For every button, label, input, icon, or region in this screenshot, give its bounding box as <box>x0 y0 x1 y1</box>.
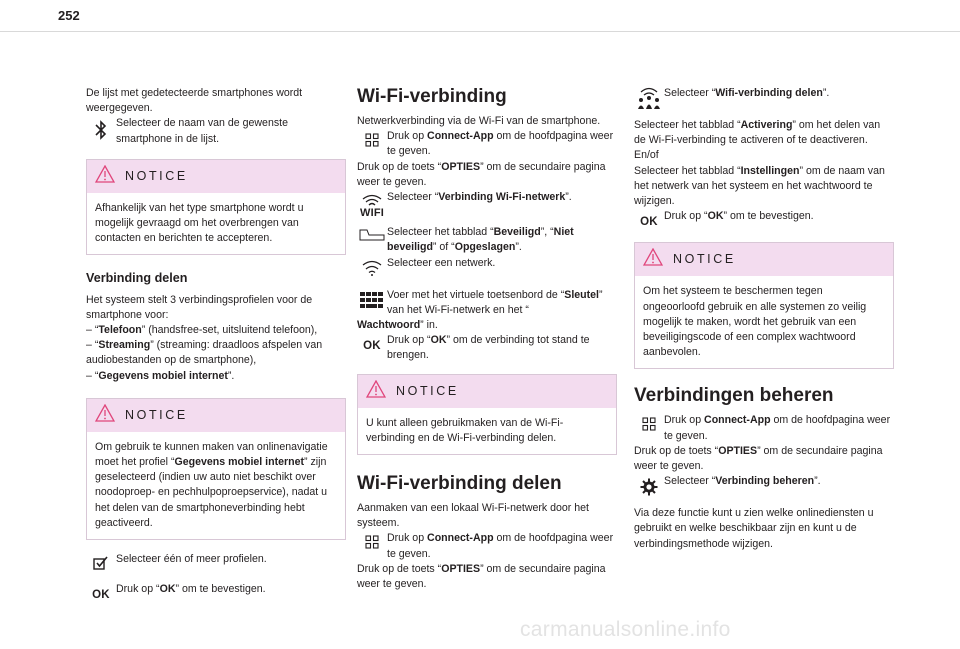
ok-icon: OK <box>640 216 658 229</box>
step-text: Selecteer “Wifi-verbinding delen”. <box>664 87 830 99</box>
column-2 <box>357 86 617 592</box>
step-text: Selecteer “Verbinding Wi-Fi-netwerk”. <box>387 191 572 204</box>
bluetooth-icon <box>86 116 116 140</box>
step-select-wifi-network <box>357 190 617 221</box>
options-text: Druk op de toets “OPTIES” om de secundaire pagina weer te geven. <box>634 444 883 473</box>
notice-box <box>86 398 346 540</box>
settings-text: Selecteer het tabblad “Instellingen” om de naam van het netwerk van het systeem en het wachtwoord te wijzigen. <box>634 164 885 208</box>
step-confirm <box>86 582 346 603</box>
gear-icon <box>634 474 664 496</box>
step-text: Selecteer “Verbinding beheren”. <box>664 475 821 488</box>
notice-title: NOTICE <box>396 383 459 398</box>
notice-text: Om gebruik te kunnen maken van onlinenavigatie moet het profiel “Gegevens mobiel internet” zijn geselecteerd (indien uw auto niet beschikt over noodoproep- en pechhulpoproepservice), nadat u het delen van de smartphoneverbinding hebt geactiveerd. <box>95 440 328 529</box>
warning-icon <box>643 248 663 271</box>
profiles-intro: Het systeem stelt 3 verbindingsprofielen voor de smartphone voor: <box>86 293 313 321</box>
tab-icon <box>357 225 387 241</box>
step-confirm <box>357 333 617 363</box>
wifi-icon <box>357 256 387 276</box>
step-connect-app <box>357 129 617 159</box>
step-keyboard <box>357 288 617 318</box>
step-text: Druk op “OK” om de verbinding tot stand te brengen. <box>387 334 590 362</box>
step-text: Druk op Connect-App om de hoofdpagina weer te geven. <box>387 130 614 158</box>
notice-title: NOTICE <box>125 168 188 183</box>
step-select-tab <box>357 225 617 255</box>
outro-text: Via deze functie kunt u zien welke onlinediensten u gebruikt en welke beschikbaar zijn en kunt u de verbindingsmethode wijzigen. <box>634 507 874 550</box>
ok-icon: OK <box>363 340 381 353</box>
step-connect-app <box>634 413 894 443</box>
notice-header <box>358 375 616 408</box>
wifi-label: WIFI <box>359 207 384 220</box>
warning-icon <box>95 404 115 427</box>
intro-text: Aanmaken van een lokaal Wi-Fi-netwerk door het systeem. <box>357 502 589 530</box>
ok-icon: OK <box>92 589 110 602</box>
step-text: Druk op Connect-App om de hoofdpagina weer te geven. <box>387 532 614 560</box>
step-text: Selecteer één of meer profielen. <box>116 553 267 566</box>
step-confirm <box>634 209 894 230</box>
app-grid-icon <box>634 413 664 431</box>
notice-title: NOTICE <box>673 252 736 267</box>
section-heading: Wi-Fi-verbinding <box>357 86 507 107</box>
step-text: Selecteer het tabblad “Beveiligd”, “Niet beveiligd” of “Opgeslagen”. <box>387 226 574 254</box>
warning-icon <box>366 380 386 403</box>
notice-text: Afhankelijk van het type smartphone wordt u mogelijk gevraagd om het overbrengen van contacten en berichten te accepteren. <box>95 201 304 245</box>
section-heading: Verbindingen beheren <box>634 385 834 407</box>
notice-title: NOTICE <box>125 407 188 422</box>
column-3 <box>634 86 894 552</box>
notice-box <box>357 374 617 455</box>
profile-item: – “Gegevens mobiel internet”. <box>86 369 235 382</box>
step-connect-app <box>357 531 617 561</box>
activation-text: Selecteer het tabblad “Activering” om het delen van de Wi-Fi-verbinding te activeren of te deactiveren. <box>634 119 881 147</box>
intro-text: De lijst met gedetecteerde smartphones wordt weergegeven. <box>86 87 303 115</box>
wifi-label-icon <box>357 190 387 221</box>
step-share-wifi <box>634 86 894 110</box>
notice-header <box>635 243 893 276</box>
intro-text: Netwerkverbinding via de Wi-Fi van de smartphone. <box>357 115 601 127</box>
notice-box <box>634 242 894 369</box>
app-grid-icon <box>357 129 387 147</box>
notice-header <box>87 399 345 432</box>
step-text: Selecteer de naam van de gewenste smartphone in de lijst. <box>116 117 288 145</box>
notice-text: Om het systeem te beschermen tegen ongeoorloofd gebruik en alle systemen zo veilig mogelijk te maken, wordt het gebruik van een beveiligingscode of een complex wachtwoord aanbevolen. <box>643 285 867 359</box>
section-heading: Verbinding delen <box>86 271 188 286</box>
column-1 <box>86 86 346 603</box>
warning-icon <box>95 165 115 188</box>
step-manage-connections <box>634 474 894 496</box>
notice-text: U kunt alleen gebruikmaken van de Wi-Fi-verbinding en de Wi-Fi-verbinding delen. <box>366 416 564 444</box>
app-grid-icon <box>357 531 387 549</box>
page-number: 252 <box>58 8 80 23</box>
and-or-text: En/of <box>634 149 659 162</box>
section-heading: Wi-Fi-verbinding delen <box>357 473 562 495</box>
profile-item: – “Telefoon” (handsfree-set, uitsluitend telefoon), <box>86 324 318 337</box>
keyboard-continued: Wachtwoord” in. <box>357 319 438 332</box>
options-text: Druk op de toets “OPTIES” om de secundaire pagina weer te geven. <box>357 160 606 188</box>
step-select-smartphone <box>86 116 346 146</box>
step-text: Selecteer een netwerk. <box>387 256 496 269</box>
step-text: Druk op Connect-App om de hoofdpagina weer te geven. <box>664 414 891 442</box>
share-wifi-icon <box>634 86 664 110</box>
watermark: carmanualsonline.info <box>520 618 731 641</box>
profile-item: – “Streaming” (streaming: draadloos afspelen van audiobestanden op de smartphone), <box>86 339 323 367</box>
keyboard-icon <box>357 288 387 308</box>
step-select-profiles <box>86 552 346 570</box>
options-text: Druk op de toets “OPTIES” om de secundaire pagina weer te geven. <box>357 562 606 591</box>
step-text: Voer met het virtuele toetsenbord de “Sleutel” van het Wi-Fi-netwerk en het “ <box>387 288 603 316</box>
checkbox-edit-icon <box>86 552 116 570</box>
top-divider <box>0 31 960 32</box>
step-select-network <box>357 256 617 276</box>
step-text: Druk op “OK” om te bevestigen. <box>664 210 814 223</box>
notice-header <box>87 160 345 193</box>
step-text: Druk op “OK” om te bevestigen. <box>116 583 266 596</box>
notice-box <box>86 159 346 256</box>
